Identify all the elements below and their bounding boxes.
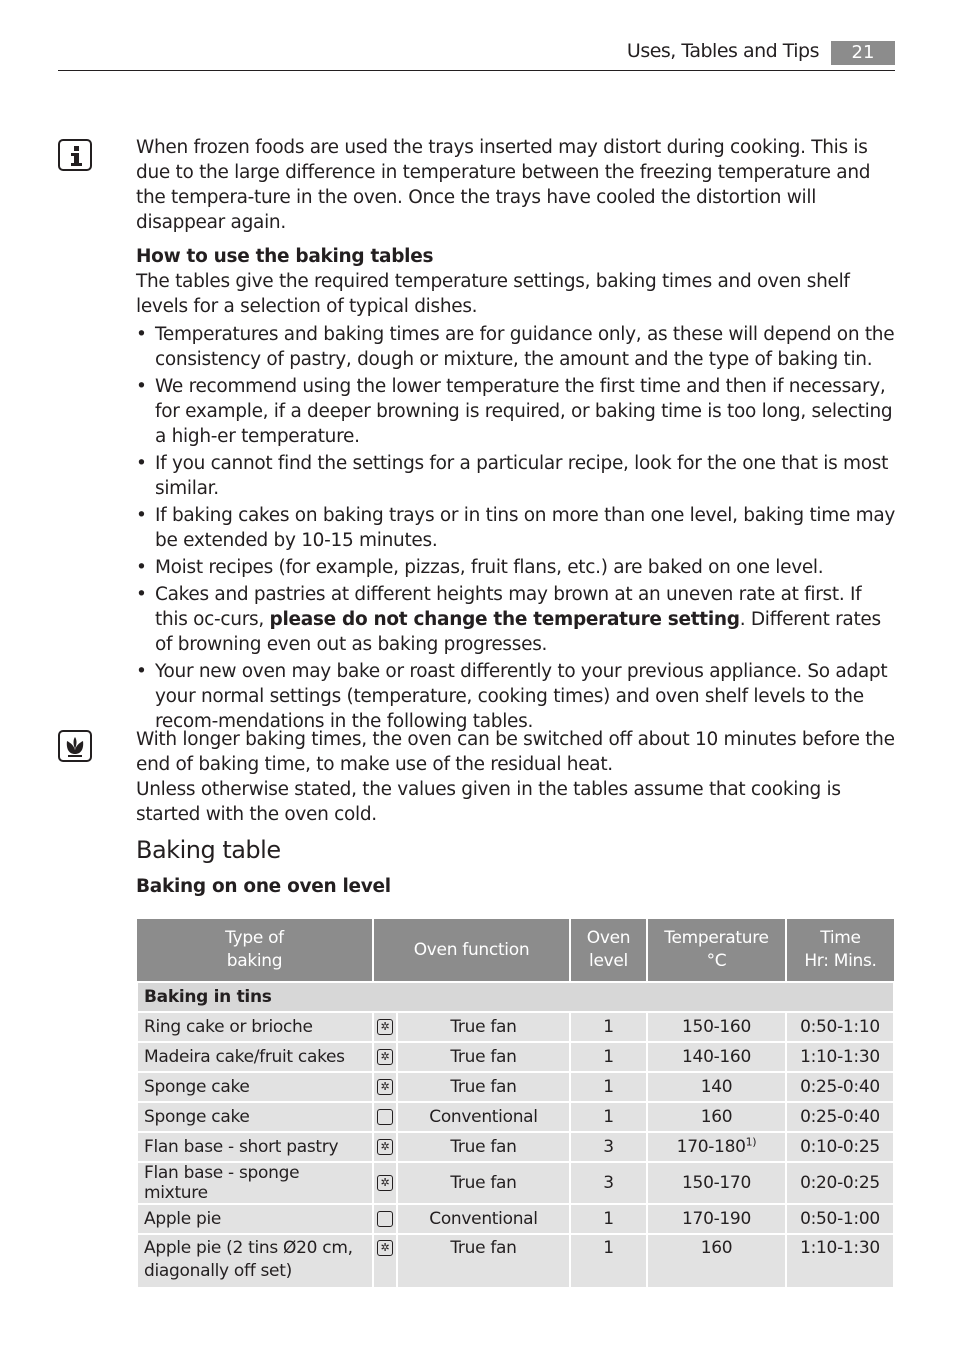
conventional-icon (377, 1211, 393, 1227)
fan-icon: ✲ (377, 1019, 393, 1035)
table-row: Apple pie (2 tins Ø20 cm, diagonally off set) ✲ True fan 1 160 1:10-1:30 (137, 1234, 894, 1288)
how-to-intro: The tables give the required temperature settings, baking times and oven shelf levels for a selection of typical dishes. (136, 271, 850, 317)
list-item: • If baking cakes on baking trays or in tins on more than one level, baking time may be extended by 10-15 minutes. (136, 505, 896, 551)
column-header-temperature: Temperature °C (647, 919, 786, 982)
table-row: Apple pie Conventional 1 170-190 0:50-1:00 (137, 1204, 894, 1234)
column-header-function: Oven function (373, 919, 570, 982)
list-item: • Moist recipes (for example, pizzas, fruit flans, etc.) are baked on one level. (136, 557, 824, 578)
how-to-heading: How to use the baking tables (136, 246, 434, 267)
table-row: Sponge cake ✲ True fan 1 140 0:25-0:40 (137, 1072, 894, 1102)
list-item: • Temperatures and baking times are for guidance only, as these will depend on the consistency of pastry, dough or mixture, the amount and the type of baking tin. (136, 324, 895, 370)
conventional-icon (377, 1109, 393, 1125)
fan-icon: ✲ (377, 1079, 393, 1095)
fan-icon: ✲ (377, 1049, 393, 1065)
baking-table (136, 919, 895, 1289)
table-row: Madeira cake/fruit cakes ✲ True fan 1 140-160 1:10-1:30 (137, 1042, 894, 1072)
column-header-type: Type of baking (137, 919, 373, 982)
section-title: Baking table (136, 836, 281, 864)
list-item: • Your new oven may bake or roast differently to your previous appliance. So adapt your normal settings (temperature, cooking times) and oven shelf levels to the recom-mendations in the following tables. (136, 661, 888, 732)
fan-icon: ✲ (377, 1240, 393, 1256)
list-item: • Cakes and pastries at different heights may brown at an uneven rate at first. If this oc-curs, please do not change the temperature setting. Different rates of browning even out as baking progresses. (136, 584, 881, 655)
page-number: 21 (831, 41, 895, 65)
column-header-level: Oven level (570, 919, 647, 982)
residual-heat-tip: With longer baking times, the oven can be switched off about 10 minutes before the end of baking time, to make use of the residual heat. (136, 729, 895, 775)
cold-start-note: Unless otherwise stated, the values given in the tables assume that cooking is started with the oven cold. (136, 779, 841, 825)
fan-icon: ✲ (377, 1175, 393, 1191)
table-row: Sponge cake Conventional 1 160 0:25-0:40 (137, 1102, 894, 1132)
eco-leaf-icon (58, 730, 92, 762)
eco-section (136, 727, 896, 827)
info-section (136, 135, 896, 736)
list-item: • If you cannot find the settings for a particular recipe, look for the one that is most similar. (136, 453, 889, 499)
header-title: Uses, Tables and Tips (626, 40, 819, 62)
page-header (58, 38, 895, 71)
subsection-title: Baking on one oven level (136, 876, 391, 897)
column-header-time: Time Hr: Mins. (786, 919, 894, 982)
table-group-row: Baking in tins (137, 982, 894, 1012)
table-row: Ring cake or brioche ✲ True fan 1 150-160 0:50-1:10 (137, 1012, 894, 1042)
table-header-row (137, 919, 894, 982)
table-row: Flan base - short pastry ✲ True fan 3 170-180$^{1)}$ 0:10-0:25 (137, 1132, 894, 1162)
info-icon (58, 139, 92, 171)
footnote-marker: 1) (745, 1135, 757, 1149)
tips-list (136, 322, 896, 734)
fan-icon: ✲ (377, 1139, 393, 1155)
table-row: Flan base - sponge mixture ✲ True fan 3 150-170 0:20-0:25 (137, 1162, 894, 1204)
frozen-foods-note: When frozen foods are used the trays inserted may distort during cooking. This is due to the large difference in temperature between the freezing temperature and the tempera-ture in the oven. Once the trays have cooled the distortion will disappear again. (136, 137, 871, 233)
list-item: • We recommend using the lower temperature the first time and then if necessary, for example, if a deeper browning is required, or baking time is too long, selecting a high-er temperature. (136, 376, 893, 447)
